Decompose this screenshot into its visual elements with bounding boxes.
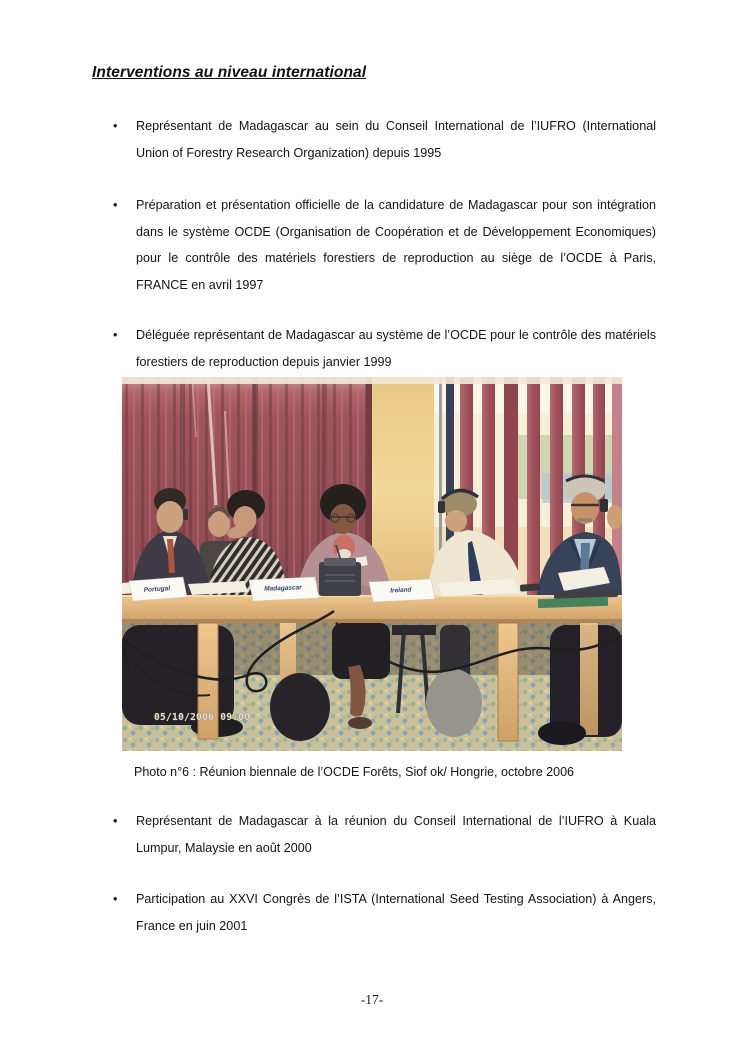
bullet-marker: •	[113, 119, 118, 133]
bullet-marker: •	[113, 198, 118, 212]
svg-text:Portugal: Portugal	[143, 585, 171, 594]
bullet-item-ocde-1999	[113, 322, 656, 375]
bullet-item-iufro-1995	[113, 113, 656, 166]
svg-text:Madagascar: Madagascar	[264, 584, 302, 593]
photo-timestamp: 05/10/2006 09:00	[154, 712, 251, 723]
bullet-text: Préparation et présentation officielle de la candidature de Madagascar pour son intégration dans le système OCDE (Organisation de Coopération et de Développement Economiques) pour le contrôle des matériels forestiers de reproduction au siège de l’OCDE à Paris, FRANCE en avril 1997	[136, 198, 656, 292]
bullet-item-iufro-2000	[113, 808, 656, 861]
bullet-marker: •	[113, 814, 118, 828]
bullet-text: Représentant de Madagascar à la réunion du Conseil International de l’IUFRO à Kuala Lumpur, Malaysie en août 2000	[136, 814, 656, 855]
page-title: Interventions au niveau international	[92, 64, 367, 81]
photo-caption: Photo n°6 : Réunion biennale de l’OCDE Forêts, Siof ok/ Hongrie, octobre 2006	[134, 765, 574, 779]
bullet-text: Représentant de Madagascar au sein du Conseil International de l’IUFRO (International Union of Forestry Research Organization) depuis 1995	[136, 119, 656, 160]
bullet-text: Déléguée représentant de Madagascar au système de l’OCDE pour le contrôle des matériels forestiers de reproduction depuis janvier 1999	[136, 328, 656, 369]
svg-text:Ireland: Ireland	[390, 586, 412, 595]
meeting-photo	[122, 377, 622, 751]
bullet-item-ista-2001	[113, 886, 656, 939]
page-number: -17-	[360, 992, 384, 1007]
bullet-marker: •	[113, 892, 118, 906]
bullet-marker: •	[113, 328, 118, 342]
bullet-item-ocde-1997	[113, 192, 656, 298]
bullet-text: Participation au XXVI Congrès de l’ISTA (International Seed Testing Association) à Angers, France en juin 2001	[136, 892, 656, 933]
